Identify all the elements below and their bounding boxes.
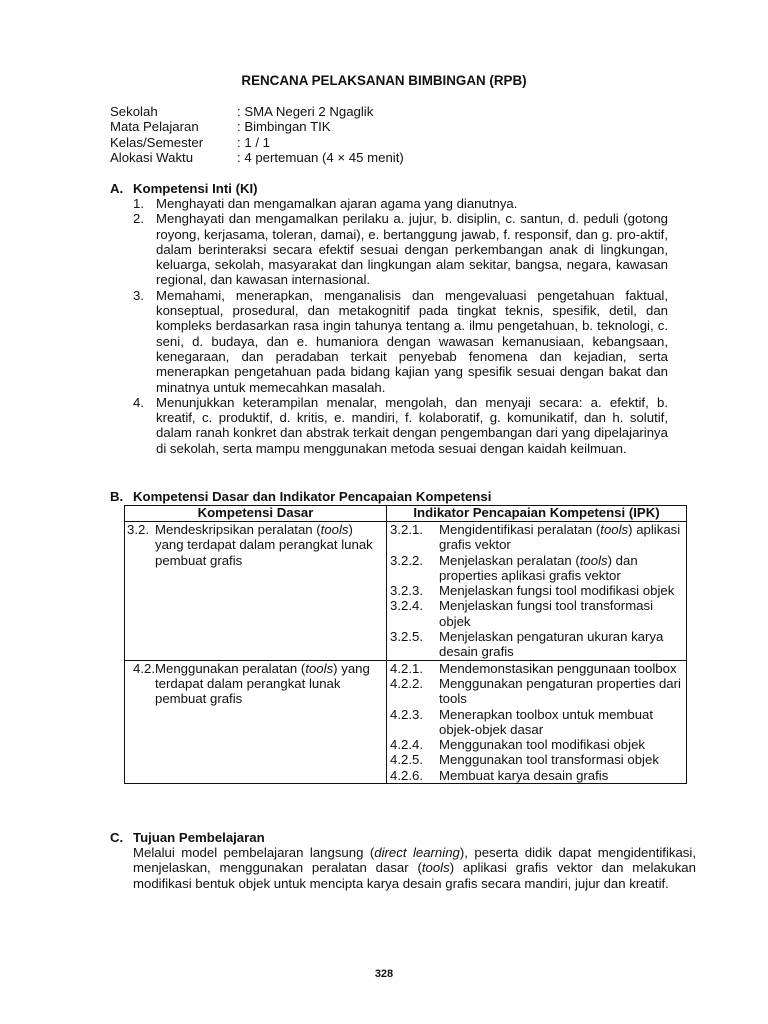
ipk-code: 4.2.6. xyxy=(390,767,423,783)
ipk-item xyxy=(387,583,686,598)
ipk-text: Menggunakan pengaturan properties dari tools xyxy=(439,675,681,707)
paragraph-italic: tools xyxy=(421,860,450,876)
kd-text-italic: tools xyxy=(320,522,349,537)
table-row xyxy=(125,660,687,783)
page-title: RENCANA PELAKSANAN BIMBINGAN (RPB) xyxy=(241,73,527,88)
section-title: Kompetensi Dasar dan Indikator Pencapaian Kompetensi xyxy=(133,489,492,504)
kd-text xyxy=(155,522,386,568)
list-number: 4. xyxy=(133,394,144,410)
section-title: Kompetensi Inti (KI) xyxy=(133,181,258,196)
kd-text-part: ) yang terdapat dalam perangkat lunak pembuat grafis xyxy=(155,522,373,568)
ipk-item xyxy=(387,676,686,707)
ipk-text-part: Menjelaskan fungsi tool transformasi objek xyxy=(439,598,654,629)
tujuan-paragraph xyxy=(133,845,696,891)
meta-key: Alokasi Waktu xyxy=(110,149,194,165)
meta-row-sekolah xyxy=(110,104,404,119)
ipk-cell xyxy=(387,660,687,783)
section-letter: A. xyxy=(110,181,124,196)
ipk-text xyxy=(439,583,686,598)
ipk-text xyxy=(439,629,686,660)
ipk-text-part: ) aplikasi grafis vektor xyxy=(439,522,681,553)
kd-entry xyxy=(125,661,386,709)
list-item xyxy=(133,196,668,211)
section-c-heading xyxy=(110,830,265,845)
ipk-code: 3.2.4. xyxy=(390,598,423,614)
kd-text-part: Mendeskripsikan peralatan ( xyxy=(155,522,321,537)
ipk-item xyxy=(387,598,686,629)
meta-value: : Bimbingan TIK xyxy=(237,119,331,135)
table-row xyxy=(125,522,687,661)
ipk-text xyxy=(439,522,686,553)
ipk-item xyxy=(387,707,686,738)
meta-key: Mata Pelajaran xyxy=(110,119,199,135)
meta-row-alokasi-waktu xyxy=(110,150,404,165)
ipk-text: Menerapkan toolbox untuk membuat objek-objek dasar xyxy=(439,706,654,737)
ki-list xyxy=(133,196,668,456)
ipk-code: 4.2.5. xyxy=(390,752,423,768)
list-text: Memahami, menerapkan, menganalisis dan mengevaluasi pengetahuan faktual, konseptual, prosedural, dan metakognitif pada tingkat teknis, spesifik, detil, dan kompleks berdasarkan rasa ingin tahunya tentang a. ilmu pengetahuan, b. teknologi, c. seni, d. budaya, dan e. humaniora dengan wawasan kemanusiaan, kebangsaan, kenegaraan, dan peradaban terkait penyebab fenomena dan kejadian, serta menerapkan pengetahuan pada bidang kajian yang spesifik sesuai dengan bakat dan minatnya untuk memecahkan masalah. xyxy=(156,287,668,395)
ipk-text-part: Menjelaskan fungsi tool modifikasi objek xyxy=(439,583,675,599)
ipk-item xyxy=(387,522,686,553)
meta-row-kelas-semester xyxy=(110,135,404,150)
paragraph-text: Melalui model pembelajaran langsung ( xyxy=(133,845,375,860)
meta-value: : SMA Negeri 2 Ngaglik xyxy=(237,104,374,119)
list-number: 3. xyxy=(133,287,144,303)
kd-ipk-table xyxy=(124,505,687,784)
ipk-text: Mendemonstasikan penggunaan toolbox xyxy=(439,660,677,676)
list-text: Menghayati dan mengamalkan perilaku a. jujur, b. disiplin, c. santun, d. peduli (gotong royong, kerjasama, toleran, damai), e. bertanggung jawab, f. responsif, dan g. pro-aktif, dalam berinteraksi secara efektif sesuai dengan perkembangan anak di lingkungan, keluarga, sekolah, masyarakat dan lingkungan alam sekitar, bangsa, negara, kawasan regional, dan kawasan internasional. xyxy=(156,211,668,288)
section-b-heading xyxy=(110,489,491,504)
ipk-code: 3.2.5. xyxy=(390,629,423,645)
table-header-kd: Kompetensi Dasar xyxy=(125,506,387,522)
ipk-cell xyxy=(387,522,687,661)
ipk-item xyxy=(387,553,686,584)
kd-code: 3.2. xyxy=(127,522,149,537)
ipk-item xyxy=(387,629,686,660)
list-item xyxy=(133,288,668,395)
ipk-code: 4.2.3. xyxy=(390,706,423,722)
ipk-text-part: Menjelaskan pengaturan ukuran karya desain grafis xyxy=(439,629,664,660)
kd-text-part: Menggunakan peralatan ( xyxy=(155,660,306,676)
ipk-text xyxy=(439,598,686,629)
ipk-code: 4.2.2. xyxy=(390,675,423,691)
ipk-text-italic: tools xyxy=(579,552,608,568)
section-title: Tujuan Pembelajaran xyxy=(133,830,265,845)
ipk-code: 3.2.3. xyxy=(390,583,423,599)
ipk-text xyxy=(439,553,686,584)
meta-key: Kelas/Semester xyxy=(110,134,204,150)
ipk-code: 4.2.4. xyxy=(390,737,423,753)
ipk-item xyxy=(387,661,686,676)
meta-value: : 1 / 1 xyxy=(237,134,270,150)
kd-entry xyxy=(125,522,386,570)
ipk-text-part: Mengidentifikasi peralatan ( xyxy=(439,522,601,537)
ipk-text: Menggunakan tool transformasi objek xyxy=(439,752,659,768)
kd-code: 4.2. xyxy=(133,660,155,676)
paragraph-italic: direct learning xyxy=(374,845,460,860)
ipk-item xyxy=(387,768,686,783)
table-header-ipk: Indikator Pencapaian Kompetensi (IPK) xyxy=(387,506,687,522)
kd-text-part: ) yang terdapat dalam perangkat lunak pembuat grafis xyxy=(155,660,370,707)
table-header-row xyxy=(125,506,687,522)
section-a-heading xyxy=(110,181,258,196)
ipk-text: Membuat karya desain grafis xyxy=(439,767,609,783)
meta-block xyxy=(110,104,404,165)
ipk-code: 3.2.1. xyxy=(390,522,423,537)
kd-cell xyxy=(125,660,387,783)
list-number: 2. xyxy=(133,211,144,227)
ipk-text: Menggunakan tool modifikasi objek xyxy=(439,737,645,753)
meta-key: Sekolah xyxy=(110,104,158,119)
list-text: Menunjukkan keterampilan menalar, mengolah, dan menyaji secara: a. efektif, b. kreatif, c. produktif, d. kritis, e. mandiri, f. kolaboratif, g. komunikatif, dan h. solutif, dalam ranah konkret dan abstrak terkait dengan pengembangan dari yang dipelajarinya di sekolah, serta mampu menggunakan metoda sesuai dengan kaidah keilmuan. xyxy=(156,394,668,456)
section-letter: B. xyxy=(110,489,124,504)
kd-cell xyxy=(125,522,387,661)
paragraph-text: ) aplikasi grafis vektor dan melakukan modifikasi bentuk objek untuk mencipta karya desain grafis secara mandiri, jujur dan kreatif. xyxy=(133,860,696,891)
ipk-item xyxy=(387,737,686,752)
ipk-code: 3.2.2. xyxy=(390,552,423,568)
kd-text-italic: tools xyxy=(305,660,334,676)
paragraph-text: ), peserta didik dapat mengidentifikasi, menjelaskan, menggunakan peralatan dasar ( xyxy=(133,845,696,876)
meta-row-mata-pelajaran xyxy=(110,119,404,134)
list-number: 1. xyxy=(133,196,144,211)
ipk-text-part: Menjelaskan peralatan ( xyxy=(439,552,580,568)
ipk-code: 4.2.1. xyxy=(390,660,423,676)
page-number: 328 xyxy=(374,968,394,980)
list-item xyxy=(133,211,668,287)
ipk-text-italic: tools xyxy=(600,522,629,537)
list-item xyxy=(133,395,668,456)
list-text: Menghayati dan mengamalkan ajaran agama yang dianutnya. xyxy=(156,196,518,211)
ipk-item xyxy=(387,752,686,767)
kd-text xyxy=(155,661,386,707)
meta-value: : 4 pertemuan (4 × 45 menit) xyxy=(237,149,404,165)
section-letter: C. xyxy=(110,830,124,845)
ipk-text-part: ) dan properties aplikasi grafis vektor xyxy=(439,552,638,583)
